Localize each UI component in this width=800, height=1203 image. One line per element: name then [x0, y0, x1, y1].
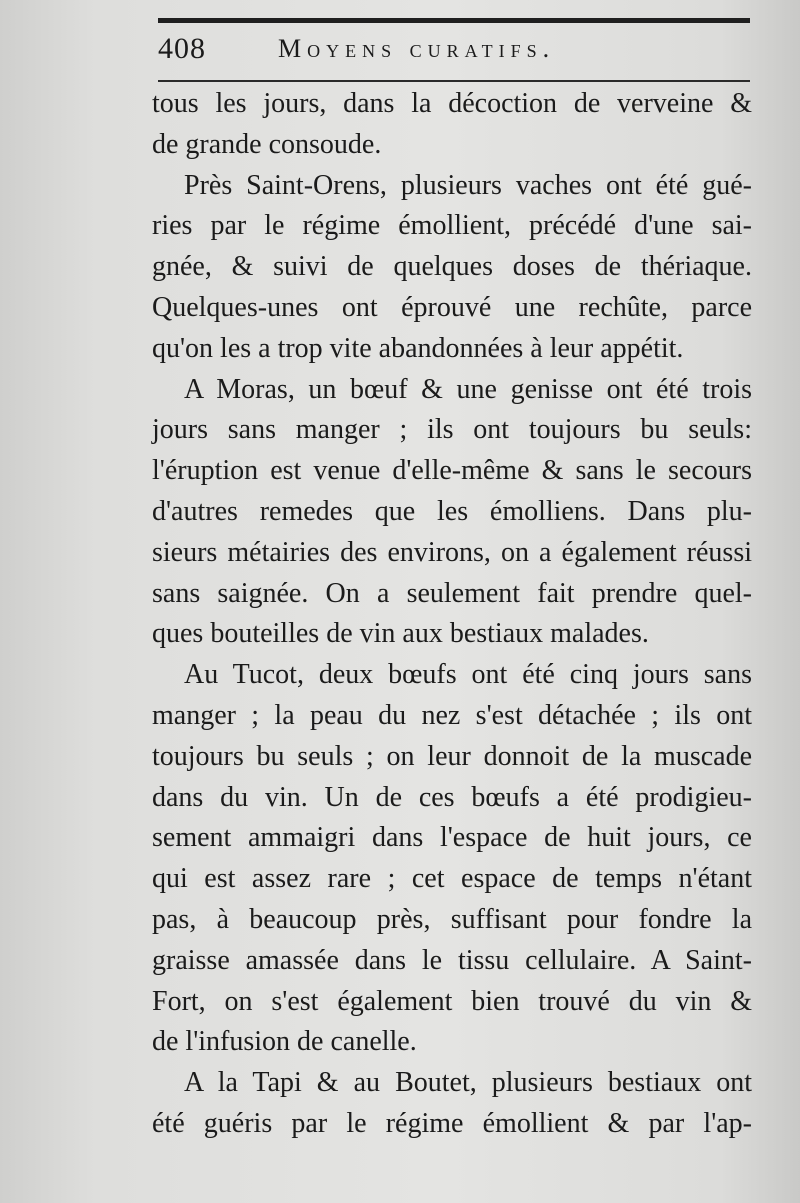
text-line: graisse amassée dans le tissu cellulaire. A Saint-	[152, 944, 752, 976]
text-line: d'autres remedes que les émolliens. Dans plu-	[152, 495, 752, 527]
text-line: Au Tucot, deux bœufs ont été cinq jours sans	[184, 659, 752, 691]
text-line: A la Tapi & au Boutet, plusieurs bestiaux ont	[184, 1067, 752, 1099]
page-number: 408	[158, 32, 206, 65]
text-line: de grande consoude.	[152, 128, 382, 160]
text-line: Près Saint-Orens, plusieurs vaches ont été gué-	[184, 169, 752, 201]
running-title: Moyens curatifs.	[278, 34, 556, 63]
text-line: A Moras, un bœuf & une genisse ont été trois	[184, 373, 752, 405]
body-text	[152, 84, 752, 1145]
text-line: tous les jours, dans la décoction de verveine &	[152, 88, 752, 119]
text-line: jours sans manger ; ils ont toujours bu seuls:	[152, 414, 752, 446]
text-line: gnée, & suivi de quelques doses de thériaque.	[152, 251, 752, 283]
text-line: Fort, on s'est également bien trouvé du vin &	[152, 985, 752, 1017]
header-bottom-rule	[158, 80, 750, 82]
text-line: toujours bu seuls ; on leur donnoit de la muscade	[152, 740, 752, 772]
text-line: sans saignée. On a seulement fait prendre quel-	[152, 577, 752, 609]
text-line: sieurs métairies des environs, on a également réussi	[152, 536, 752, 568]
text-line: dans du vin. Un de ces bœufs a été prodigieu-	[152, 781, 752, 813]
text-line: qui est assez rare ; cet espace de temps n'étant	[152, 863, 752, 895]
text-line: pas, à beaucoup près, suffisant pour fondre la	[152, 903, 752, 935]
text-line: sement ammaigri dans l'espace de huit jours, ce	[152, 822, 752, 854]
text-line: ries par le régime émollient, précédé d'une sai-	[152, 210, 752, 242]
text-line: de l'infusion de canelle.	[152, 1026, 417, 1058]
text-line: l'éruption est venue d'elle-même & sans le secours	[152, 455, 752, 487]
page-header	[158, 32, 750, 72]
text-line: Quelques-unes ont éprouvé une rechûte, parce	[152, 291, 752, 323]
text-line: ques bouteilles de vin aux bestiaux malades.	[152, 618, 649, 650]
text-line: été guéris par le régime émollient & par l'ap-	[152, 1107, 752, 1139]
text-line: qu'on les a trop vite abandonnées à leur appétit.	[152, 332, 684, 364]
header-top-rule	[158, 18, 750, 23]
text-line: manger ; la peau du nez s'est détachée ; ils ont	[152, 699, 752, 731]
